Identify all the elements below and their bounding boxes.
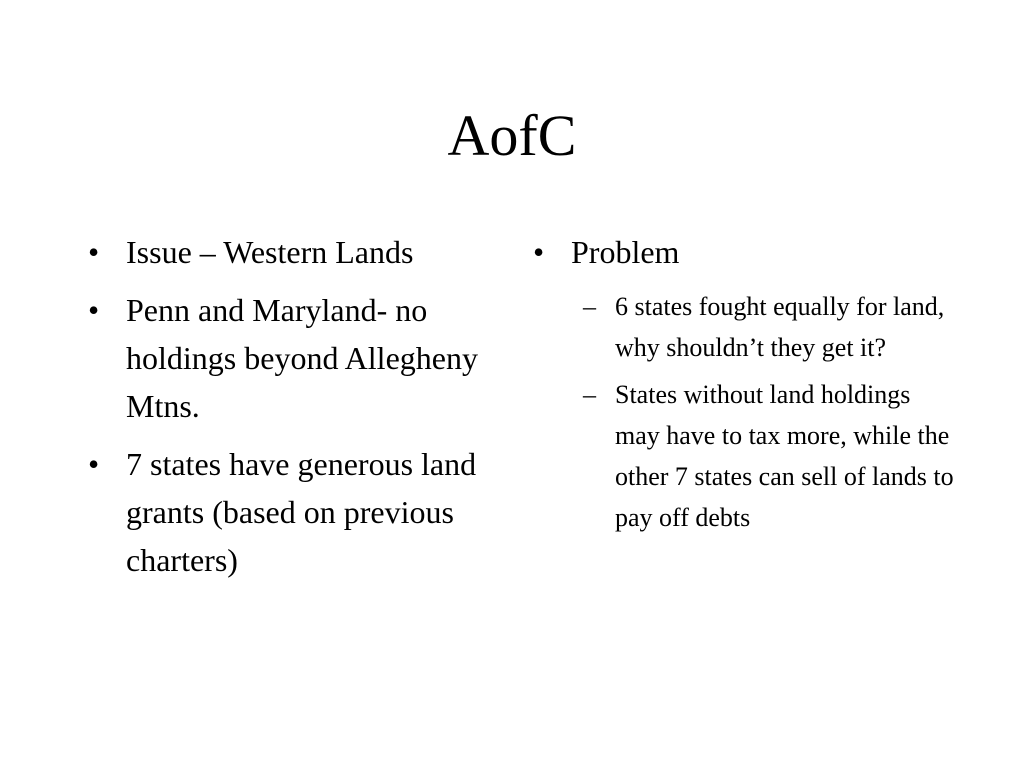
bullet-icon: •	[88, 234, 100, 270]
bullet-item	[527, 228, 957, 276]
bullet-text: Issue – Western Lands	[126, 234, 414, 270]
bullet-icon: •	[533, 234, 545, 270]
bullet-icon: •	[88, 446, 100, 482]
sub-bullet-text: States without land holdings may have to tax more, while the other 7 states can sell of lands to pay off debts	[615, 380, 954, 532]
bullet-text: Problem	[571, 234, 680, 270]
dash-icon: –	[583, 380, 596, 409]
sub-bullet-item	[527, 374, 957, 538]
bullet-text: Penn and Maryland- no holdings beyond Allegheny Mtns.	[126, 292, 478, 424]
sub-bullet-list	[527, 286, 957, 538]
dash-icon: –	[583, 292, 596, 321]
sub-bullet-text: 6 states fought equally for land, why shouldn’t they get it?	[615, 292, 945, 362]
left-column	[82, 228, 502, 594]
sub-bullet-item	[527, 286, 957, 368]
bullet-text: 7 states have generous land grants (based on previous charters)	[126, 446, 477, 578]
bullet-item	[82, 228, 502, 276]
bullet-item	[82, 286, 502, 430]
bullet-item	[82, 440, 502, 584]
bullet-icon: •	[88, 292, 100, 328]
slide-title: AofC	[447, 103, 577, 168]
right-column	[527, 228, 957, 544]
